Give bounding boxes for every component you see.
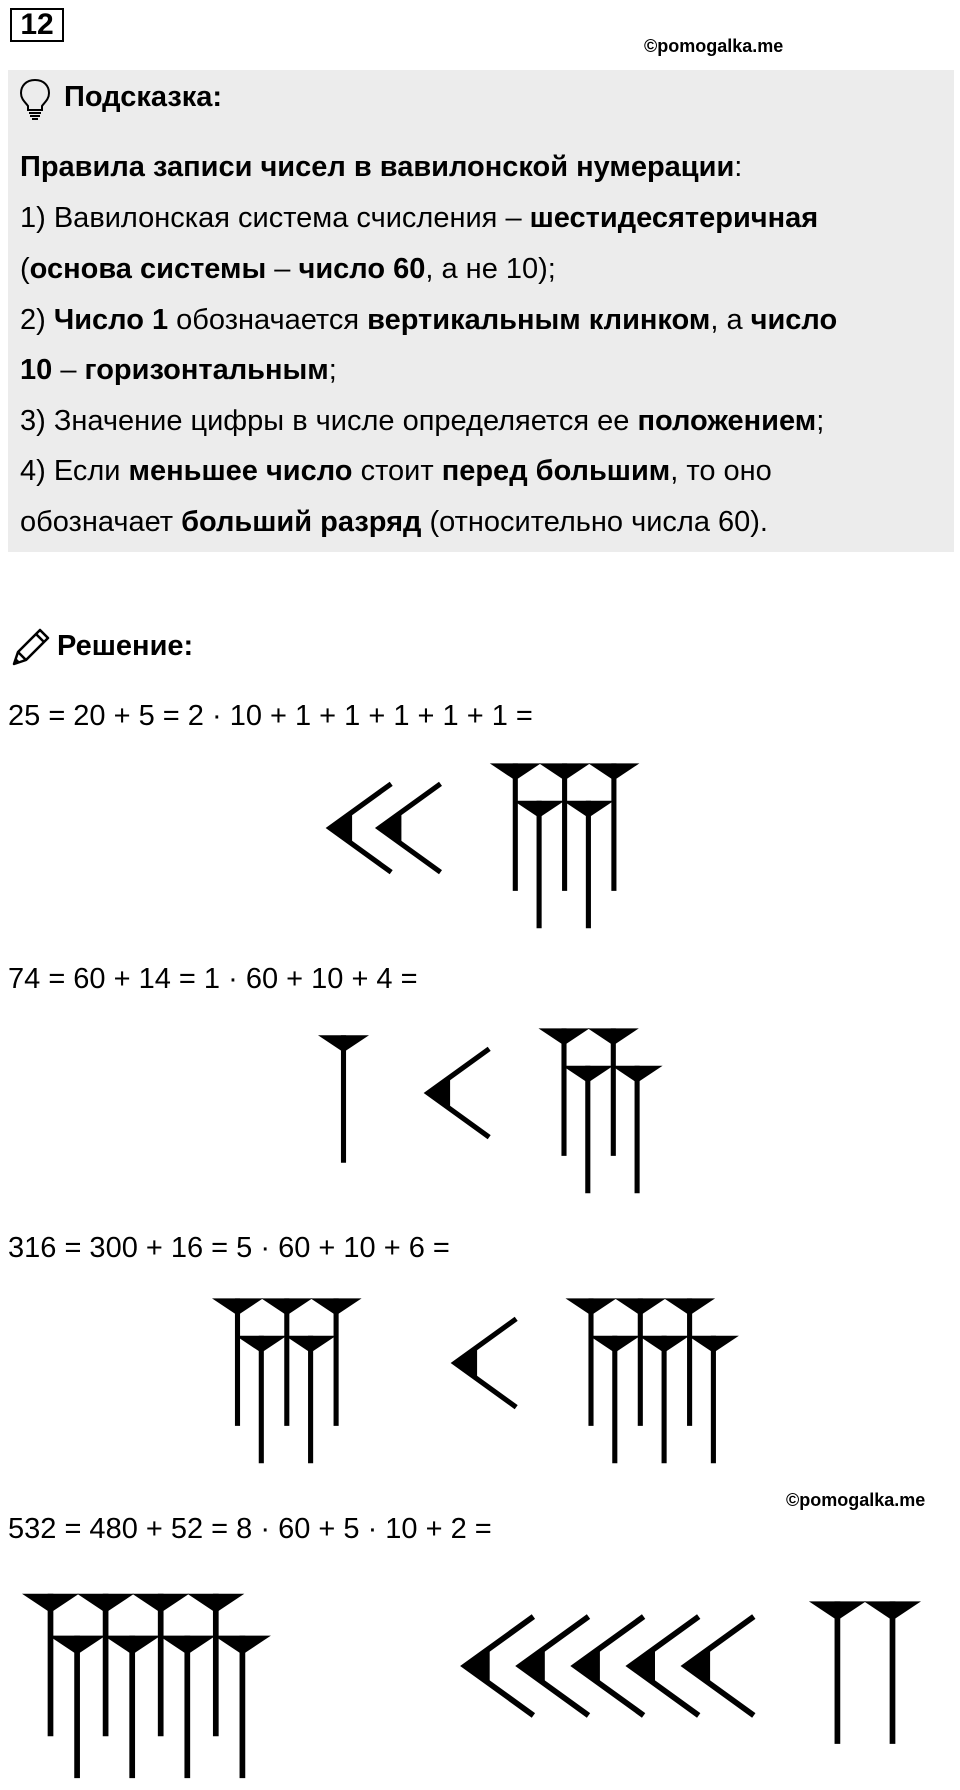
hint-rule-line — [20, 353, 337, 387]
equation-74: 74 = 60 + 14 = 1 · 60 + 10 + 4 = — [8, 963, 418, 995]
one-wedge — [212, 1298, 263, 1426]
ten-chevron — [379, 784, 440, 872]
one-wedge — [285, 1336, 336, 1464]
one-wedge — [214, 1636, 271, 1779]
ten-chevron — [685, 1617, 753, 1716]
hint-rule-line — [20, 404, 824, 438]
hint-text-run: обозначается — [168, 304, 368, 336]
cuneiform-number-3 — [0, 1590, 940, 1790]
hint-text-run: 2) — [20, 304, 54, 336]
hint-heading — [20, 150, 742, 184]
hint-text-run: ; — [328, 354, 337, 386]
hint-text-run: – — [266, 253, 299, 285]
hint-text-run: , а не 10); — [425, 253, 556, 285]
hint-rule-line — [20, 201, 818, 235]
one-wedge — [132, 1594, 189, 1737]
one-wedge — [639, 1336, 690, 1464]
hint-heading-text: Правила записи чисел в вавилонской нумерации — [20, 151, 735, 183]
one-wedge — [539, 1028, 590, 1156]
hint-bold-run: шестидесятеричная — [529, 202, 819, 234]
watermark-top: ©pomogalka.me — [644, 36, 784, 56]
one-wedge — [22, 1594, 79, 1737]
hint-bold-run: перед большим — [441, 455, 671, 487]
hint-bold-run: больший разряд — [181, 506, 422, 538]
one-wedge — [688, 1336, 739, 1464]
cuneiform-number-1 — [0, 1025, 940, 1195]
hint-bold-run: положением — [637, 405, 817, 437]
one-wedge — [562, 1066, 613, 1194]
hint-text-run: обозначает — [20, 506, 182, 538]
ten-chevron — [455, 1319, 516, 1407]
hint-bold-run: вертикальным клинком — [367, 304, 711, 336]
hint-heading-colon: : — [734, 151, 743, 183]
one-wedge — [104, 1636, 161, 1779]
one-wedge — [809, 1601, 866, 1744]
one-wedge — [615, 1298, 666, 1426]
one-wedge — [236, 1336, 287, 1464]
one-wedge — [514, 801, 565, 929]
task-number: 12 — [10, 8, 64, 42]
one-wedge — [864, 1601, 921, 1744]
hint-rule-line — [20, 303, 837, 337]
hint-text-run: , то оно — [670, 455, 772, 487]
hint-text-run: ; — [816, 405, 825, 437]
hint-text-run: , а — [710, 304, 751, 336]
one-wedge — [311, 1298, 362, 1426]
solution-title: Решение: — [57, 630, 194, 662]
hint-text-run: стоит — [352, 455, 442, 487]
hint-bold-run: меньшее число — [128, 455, 353, 487]
hint-bold-run: основа системы — [29, 253, 267, 285]
one-wedge — [588, 763, 639, 891]
hint-bold-run: горизонтальным — [84, 354, 329, 386]
hint-bold-run: Число 1 — [53, 304, 169, 336]
hint-text-run: ( — [20, 253, 30, 285]
ten-chevron — [428, 1049, 489, 1137]
one-wedge — [563, 801, 614, 929]
one-wedge — [490, 763, 541, 891]
one-wedge — [49, 1636, 106, 1779]
hint-rule-line — [20, 454, 772, 488]
hint-bold-run: число 60 — [298, 253, 426, 285]
one-wedge — [159, 1636, 216, 1779]
hint-rule-line — [20, 252, 556, 286]
hint-text-run: (относительно числа 60). — [421, 506, 768, 538]
hint-bold-run: 10 — [20, 354, 53, 386]
equation-25: 25 = 20 + 5 = 2 · 10 + 1 + 1 + 1 + 1 + 1 = — [8, 700, 533, 732]
hint-text-run: 3) Значение цифры в числе определяется ее — [20, 405, 638, 437]
one-wedge — [612, 1066, 663, 1194]
hint-text-run: – — [52, 354, 85, 386]
one-wedge — [588, 1028, 639, 1156]
cuneiform-number-0 — [0, 760, 940, 930]
one-wedge — [566, 1298, 617, 1426]
one-wedge — [261, 1298, 312, 1426]
cuneiform-number-2 — [0, 1295, 940, 1470]
one-wedge — [187, 1594, 244, 1737]
hint-bold-run: число — [750, 304, 838, 336]
one-wedge — [77, 1594, 134, 1737]
hint-title: Подсказка: — [64, 81, 223, 113]
hint-text-run: 1) Вавилонская система счисления – — [20, 202, 530, 234]
pencil-icon — [8, 624, 54, 670]
one-wedge — [539, 763, 590, 891]
hint-text-run: 4) Если — [20, 455, 129, 487]
one-wedge — [664, 1298, 715, 1426]
equation-316: 316 = 300 + 16 = 5 · 60 + 10 + 6 = — [8, 1232, 450, 1264]
lightbulb-icon — [18, 78, 52, 120]
one-wedge — [589, 1336, 640, 1464]
watermark-bottom: ©pomogalka.me — [786, 1490, 926, 1510]
hint-rule-line — [20, 505, 768, 539]
one-wedge — [318, 1035, 369, 1163]
equation-532: 532 = 480 + 52 = 8 · 60 + 5 · 10 + 2 = — [8, 1513, 492, 1545]
